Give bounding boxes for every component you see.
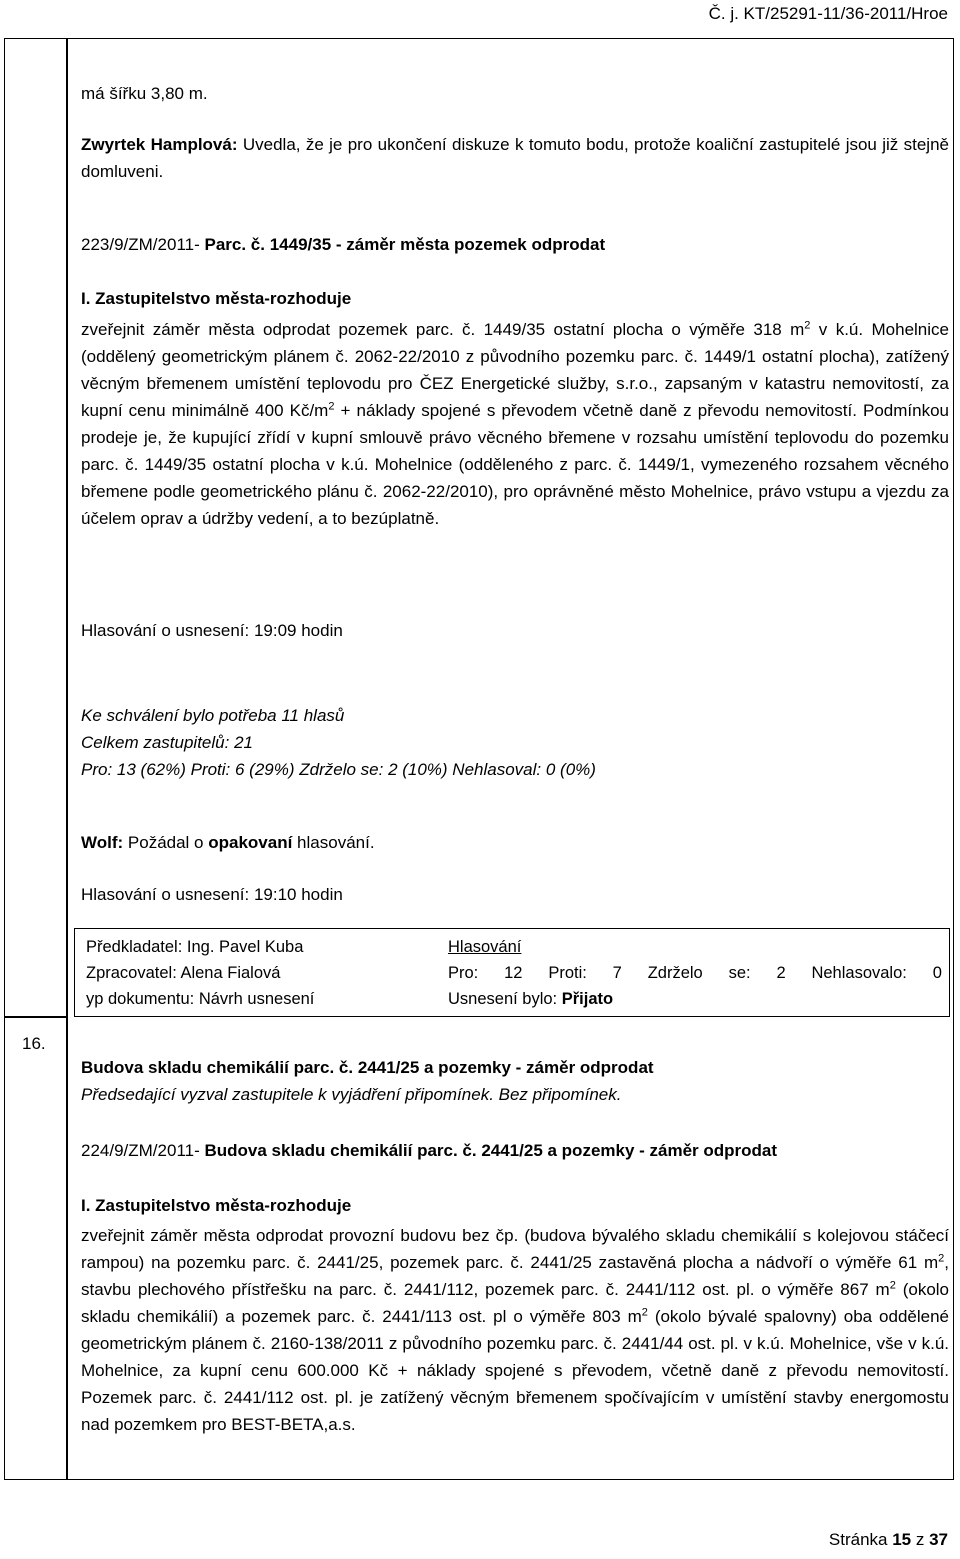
superscript: 2 (938, 1252, 945, 1265)
council-decides-2: I. Zastupitelstvo města-rozhoduje (81, 1196, 352, 1215)
speaker-paragraph (81, 131, 949, 185)
page-of: z (911, 1530, 930, 1549)
superscript: 2 (641, 1306, 648, 1319)
superscript: 2 (804, 319, 811, 332)
column-divider (66, 38, 68, 1480)
vote-counts (448, 960, 942, 986)
resolution-result (448, 986, 942, 1012)
page-word: Stránka (828, 1530, 893, 1549)
vote-abstain-label: Zdrželo (647, 964, 703, 982)
wolf-text: hlasování. (292, 833, 375, 852)
document-type: yp dokumentu: Návrh usnesení (86, 990, 315, 1008)
row-divider (4, 1016, 67, 1018)
vote-novote-label: Nehlasovalo: (811, 964, 907, 982)
vote-abstain-value: 2 (776, 964, 786, 982)
document-reference: Č. j. KT/25291-11/36-2011/Hroe (708, 4, 948, 23)
resolution-title: Parc. č. 1449/35 - záměr města pozemek odprodat (199, 235, 606, 254)
council-decides: I. Zastupitelstvo města-rozhoduje (81, 289, 352, 308)
speaker-name: Zwyrtek Hamplová: (81, 135, 238, 154)
wolf-paragraph (81, 833, 949, 853)
body-text: (okolo bývalé spalovny) oba oddělené geometrickým plánem č. 2160-138/2011 z původního pozemku parc. č. 2441/44 ost. pl. v k.ú. Mohelnice, vše v k.ú. Mohelnice, za kupní cenu 600.000 Kč + náklady spojené s převodem, včetně daně z převodu nemovitostí. Pozemek parc. č. 2441/112 ost. pl. je zatížený věcným břemenem spočívajícím v umístění stavby energomostu nad pozemkem pro BEST-BETA,a.s. (81, 1307, 949, 1434)
result-value: Přijato (561, 990, 614, 1008)
item-number: 16. (22, 1034, 46, 1053)
wolf-emphasis: opakovaní (208, 833, 293, 852)
page-number: 15 (892, 1530, 912, 1549)
body-text: zveřejnit záměr města odprodat pozemek parc. č. 1449/35 ostatní plocha o výměře 318 m (81, 320, 805, 339)
vote-novote-value: 0 (932, 964, 942, 982)
body-text: v k.ú. Mohelnice (oddělený geometrickým plánem č. 2062-22/2010 z původního pozemku parc. č. 1449/1 ostatní plocha), zatížený věcným břemenem umístění teplovodu pro ČEZ Energetické služby, s.r.o., zapsaným v katastru nemovitostí, za kupní cenu minimálně 400 Kč/m (81, 320, 949, 420)
vote-pro-label: Pro: (448, 964, 479, 982)
vote-proti-value: 7 (612, 964, 622, 982)
superscript: 2 (328, 400, 335, 413)
info-box (74, 928, 950, 1017)
resolution-title: Budova skladu chemikálií parc. č. 2441/25 a pozemky - záměr odprodat (199, 1141, 778, 1160)
voting-label: Hlasování (448, 938, 522, 956)
resolution-number: 223/9/ZM/2011- (81, 235, 200, 254)
result-label: Usnesení bylo: (448, 990, 562, 1008)
width-line: má šířku 3,80 m. (81, 84, 208, 103)
resolution-224-body (81, 1222, 949, 1438)
proposer: Předkladatel: Ing. Pavel Kuba (86, 938, 304, 956)
processor: Zpracovatel: Alena Fialová (86, 964, 281, 982)
body-text: + náklady spojené s převodem včetně daně z převodu nemovitostí. Podmínkou prodeje je, že kupující zřídí v kupní smlouvě právo věcného břemene v rozsahu umístění teplovodu do pozemku parc. č. 1449/35 ostatní plocha v k.ú. Mohelnice (odděleného z parc. č. 1449/1, vymezeného rozsahem věcného břemene podle geometrického plánu č. 2062-22/2010), pro oprávněné město Mohelnice, právo vstupu a vjezdu za účelem oprav a údržby vedení, a to bezúplatně. (81, 401, 950, 528)
vote-results: Pro: 13 (62%) Proti: 6 (29%) Zdrželo se: 2 (10%) Nehlasoval: 0 (0%) (81, 760, 596, 779)
body-text: zveřejnit záměr města odprodat provozní budovu bez čp. (budova bývalého skladu chemikálií s kolejovou stáčecí rampou) na pozemku parc. č. 2441/25, pozemek parc. č. 2441/25 zastavěná plocha a nádvoří o výměře 61 m (81, 1226, 949, 1272)
voting-time-2: Hlasování o usnesení: 19:10 hodin (81, 885, 343, 904)
speaker-text: Uvedla, že je pro ukončení diskuze k tomuto bodu, protože koaliční zastupitelé jsou již stejně domluveni. (81, 135, 949, 181)
superscript: 2 (889, 1279, 896, 1292)
body-text: , stavbu plechového přístřešku na parc. č. 2441/112, pozemek parc. č. 2441/112 ost. pl. o výměře 867 m (81, 1253, 949, 1299)
total-members: Celkem zastupitelů: 21 (81, 733, 253, 752)
body-text: (okolo skladu chemikálií) a pozemek parc. č. 2441/113 ost. pl o výměře 803 m (81, 1280, 950, 1326)
vote-proti-label: Proti: (548, 964, 587, 982)
vote-abstain-label-2: se: (728, 964, 751, 982)
page-footer (829, 1530, 948, 1550)
page-total: 37 (929, 1530, 948, 1549)
resolution-223-heading (81, 235, 949, 255)
vote-pro-value: 12 (504, 964, 523, 982)
info-box-right (448, 934, 942, 1012)
votes-needed: Ke schválení bylo potřeba 11 hlasů (81, 706, 345, 725)
wolf-name: Wolf: (81, 833, 124, 852)
resolution-223-body (81, 316, 949, 532)
chair-remark: Předsedající vyzval zastupitele k vyjádření připomínek. Bez připomínek. (81, 1085, 622, 1104)
item-16-title: Budova skladu chemikálií parc. č. 2441/25 a pozemky - záměr odprodat (81, 1058, 654, 1077)
resolution-224-heading (81, 1141, 949, 1161)
wolf-text: Požádal o (123, 833, 209, 852)
voting-time-1: Hlasování o usnesení: 19:09 hodin (81, 621, 343, 640)
info-box-left (86, 934, 314, 1012)
resolution-number: 224/9/ZM/2011- (81, 1141, 200, 1160)
voting-summary (81, 702, 949, 783)
